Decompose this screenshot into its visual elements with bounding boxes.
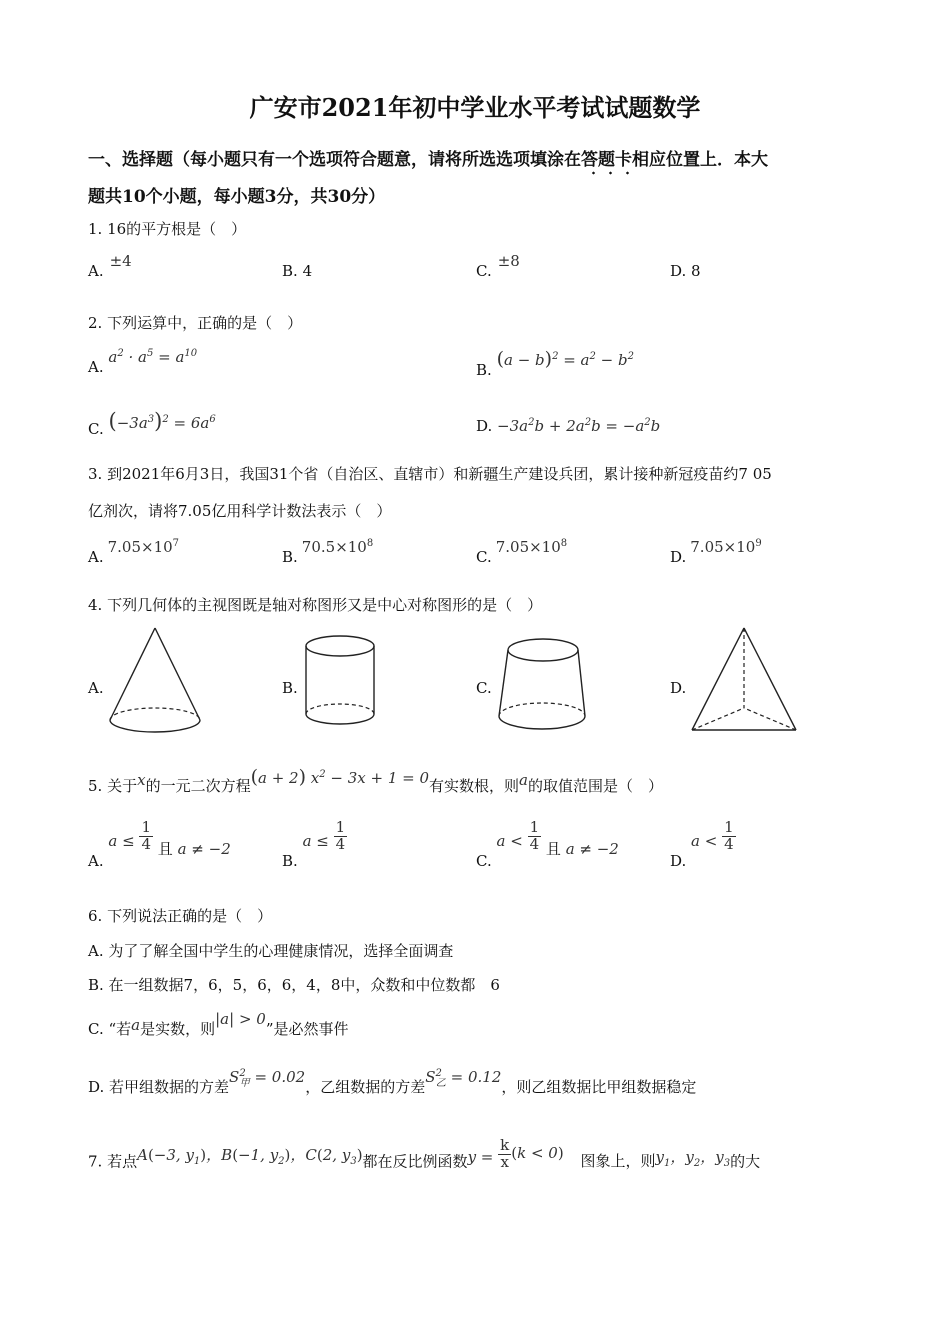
q3-option-d-mantissa: 7.05×10 [690,538,756,556]
section-heading-pre: 一、选择题（每小题只有一个选项符合题意，请将所选选项填涂在 [88,150,581,170]
question-3-stem-line1: 3. 到2021年6月3日，我国31个省（自治区、直辖市）和新疆生产建设兵团，累计接种新冠疫苗约7 05 [88,465,772,483]
q3-option-c-label: C. [476,548,492,566]
q6-option-d-mid: ，乙组数据的方差 [305,1078,426,1096]
q5-var-a: a [519,771,528,789]
q3-option-b-mantissa: 70.5×10 [301,538,367,556]
q2-option-a [88,348,198,376]
q1-option-b [282,262,312,280]
q4-option-c-label: C. [476,679,492,697]
q5-option-b-label: B. [282,852,298,871]
q1-option-d-value: 8 [691,262,701,280]
q5-stem-post: 有实数根，则 [429,777,520,795]
q1-option-d-label: D. [670,262,687,280]
q7-stem-post: 图象上，则 [580,1152,656,1171]
section-heading-post: 相应位置上．本大 [632,150,768,170]
q6-option-d-pre: D. 若甲组数据的方差 [88,1078,230,1096]
q3-option-d-label: D. [670,548,687,566]
q6-option-c: C. “若a是实数，则|a| > 0”是必然事件 [88,1010,349,1038]
q2-option-b-formula: $(a - b)^2 = a^2 - b^2$ [496,348,634,370]
q4-option-d-label: D. [670,679,687,697]
q5-stem-end: 的取值范围是（ ） [528,777,664,795]
cone-icon [105,622,205,742]
q6-option-d-post: ，则乙组数据比甲组数据稳定 [501,1078,697,1096]
q2-option-b [476,348,634,380]
q3-option-b-exp: 8 [366,538,374,549]
q5-option-d-label: D. [670,852,687,871]
q5-option-c: C. a < $\frac{1}{4}$ 且 a ≠ −2 [476,818,619,871]
question-6-stem: 6. 下列说法正确的是（ ） [88,907,273,925]
frustum-icon [495,630,595,740]
q3-option-b-label: B. [282,548,298,566]
q1-option-a [88,252,132,280]
q1-option-a-label: A. [88,262,104,280]
q6-option-c-pre: C. “若 [88,1020,132,1038]
q5-option-c-label: C. [476,852,492,871]
tetrahedron-icon [688,624,803,736]
q7-stem-end: 的大 [730,1152,761,1171]
q3-option-d-exp: 9 [755,538,762,549]
q5-option-a-and: 且 [157,840,173,859]
q7-stem-mid: 都在反比例函数 [362,1152,468,1171]
q3-option-a-exp: 7 [172,538,180,549]
q2-option-c-formula: $(-3a^3)^2 = 6a^6$ [108,409,216,433]
q4-option-a-label: A. [88,679,104,697]
q5-option-a-label: A. [88,852,104,871]
section-heading-line1 [88,145,768,170]
q6-option-c-mid: 是实数，则 [140,1020,216,1038]
q5-option-d: D. a < $\frac{1}{4}$ [670,818,734,871]
question-2-stem: 2. 下列运算中，正确的是（ ） [88,314,303,332]
question-3-stem-line2: 亿剂次，请将7.05亿用科学计数法表示（ ） [88,502,392,520]
q6-option-d: D. 若甲组数据的方差$S^2_甲 = 0.02$，乙组数据的方差$S^2_乙 = 0.12$，则乙组数据比甲组数据稳定 [88,1068,697,1096]
q5-equation: (a + 2) $x^2 - 3x + 1 = 0$ [250,766,430,788]
q2-option-a-label: A. [88,358,104,376]
question-1-stem: 1. 16的平方根是（ ） [88,220,247,238]
q5-option-b: B. a ≤ $\frac{1}{4}$ [282,818,346,871]
q2-option-d-label: D. [476,417,493,435]
answer-sheet-emphasis: 答题卡 [581,150,632,176]
q5-stem-mid: 的一元二次方程 [145,777,251,795]
q6-option-a: A. 为了了解全国中学生的心理健康情况，选择全面调查 [88,942,454,960]
q2-option-c [88,409,216,439]
q3-option-a-mantissa: 7.05×10 [107,538,173,556]
section-heading-line2: 题共10个小题，每小题3分，共30分） [88,187,386,207]
q2-option-c-label: C. [88,420,104,438]
q5-var-x: x [137,771,146,789]
q7-stem-pre: 7. 若点 [88,1152,138,1171]
q1-option-c-value: ±8 [497,252,520,270]
q1-option-d [670,262,701,280]
question-4-stem: 4. 下列几何体的主视图既是轴对称图形又是中心对称图形的是（ ） [88,596,543,614]
q1-option-b-value: 4 [302,262,313,280]
question-5-stem [88,766,664,796]
cylinder-icon [302,630,382,740]
q5-stem-pre: 5. 关于 [88,777,138,795]
q5-option-c-and: 且 [545,840,561,859]
page-title: 广安市2021年初中学业水平考试试题数学 [249,93,701,122]
q1-option-a-value: ±4 [109,252,132,270]
q1-option-b-label: B. [282,262,298,280]
q2-option-b-label: B. [476,361,492,379]
question-7-stem: 7. 若点A(−3, $y_1$)，B(−1, $y_2$)，C(2, $y_3$)都在反比例函数y = $\frac{k}{x}$ (k < 0) 图象上，则$y_1$，$y_2$，$y_3$的大 [88,1136,761,1171]
q2-option-d-formula: $-3a^2b + 2a^2b = -a^2b$ [497,417,661,435]
q5-option-a: A. a ≤ $\frac{1}{4}$ 且 a ≠ −2 [88,818,231,871]
q6-option-b: B. 在一组数据7，6，5，6，6，4，8中，众数和中位数都 6 [88,976,500,994]
q2-option-d [476,417,660,435]
q3-option-a-label: A. [88,548,104,566]
q6-option-c-post: ”是必然事件 [265,1020,349,1038]
q4-option-b-label: B. [282,679,298,697]
q2-option-a-formula: $a^2 \cdot a^5 = a^{10}$ [108,348,198,366]
q1-option-c-label: C. [476,262,492,280]
q3-option-c-mantissa: 7.05×10 [495,538,561,556]
q3-option-c-exp: 8 [560,538,568,549]
q1-option-c [476,252,520,280]
